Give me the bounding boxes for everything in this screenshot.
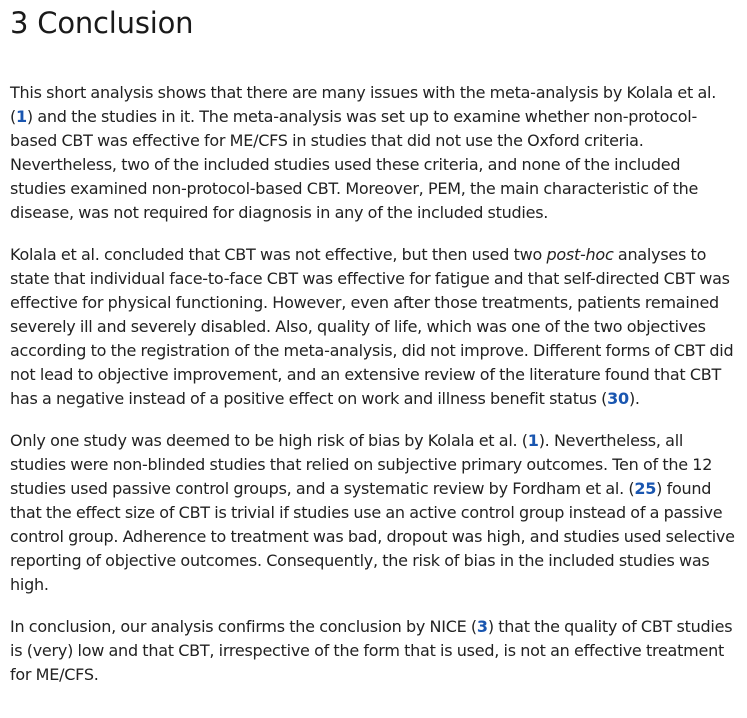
- paragraph-conclusion: [10, 615, 737, 687]
- reference-link-1[interactable]: 1: [527, 431, 539, 450]
- paragraph-text: This short analysis shows that there are many issues with the meta-analysis by Kolala et al. (: [10, 83, 717, 126]
- paragraph-text: In conclusion, our analysis confirms the conclusion by NICE (: [10, 617, 477, 636]
- paragraph-summary: [10, 81, 737, 225]
- emphasis-text: post-hoc: [546, 245, 614, 264]
- paragraph-text: ) that the quality of CBT studies is (very) low and that CBT, irrespective of the form that is used, is not an effective treatment for ME/CFS.: [10, 617, 733, 684]
- paragraph-text: Only one study was deemed to be high risk of bias by Kolala et al. (: [10, 431, 528, 450]
- reference-link-3[interactable]: 3: [476, 617, 488, 636]
- paragraph-text: ) and the studies in it. The meta-analysis was set up to examine whether non-protocol-based CBT was effective for ME/CFS in studies that did not use the Oxford criteria. Nevertheless, two of the included studies used these criteria, and none of the included studies examined non-protocol-based CBT. Moreover, PEM, the main characteristic of the disease, was not required for diagnosis in any of the included studies.: [10, 107, 699, 222]
- reference-link-30[interactable]: 30: [607, 389, 629, 408]
- reference-link-25[interactable]: 25: [634, 479, 657, 498]
- paragraph-text: ). Nevertheless, all studies were non-blinded studies that relied on subjective primary outcomes. Ten of the 12 studies used passive control groups, and a systematic review by Fordham et al. (: [10, 431, 713, 498]
- section-title: 3 Conclusion: [10, 6, 194, 40]
- paragraph-text: analyses to state that individual face-to-face CBT was effective for fatigue and that self-directed CBT was effective for physical functioning. However, even after those treatments, patients remained severely ill and severely disabled. Also, quality of life, which was one of the two objectives according to the registration of the meta-analysis, did not improve. Different forms of CBT did not lead to objective improvement, and an extensive review of the literature found that CBT has a negative instead of a positive effect on work and illness benefit status (: [10, 245, 734, 408]
- paragraph-text: Kolala et al. concluded that CBT was not effective, but then used two: [10, 245, 547, 264]
- paragraph-bias: [10, 429, 737, 597]
- paragraph-text: ) found that the effect size of CBT is trivial if studies use an active control group instead of a passive control group. Adherence to treatment was bad, dropout was high, and studies used selective reporting of objective outcomes. Consequently, the risk of bias in the included studies was high.: [10, 479, 735, 594]
- paragraph-effectiveness: [10, 243, 737, 411]
- reference-link-1[interactable]: 1: [16, 107, 27, 126]
- paragraph-text: ).: [628, 389, 640, 408]
